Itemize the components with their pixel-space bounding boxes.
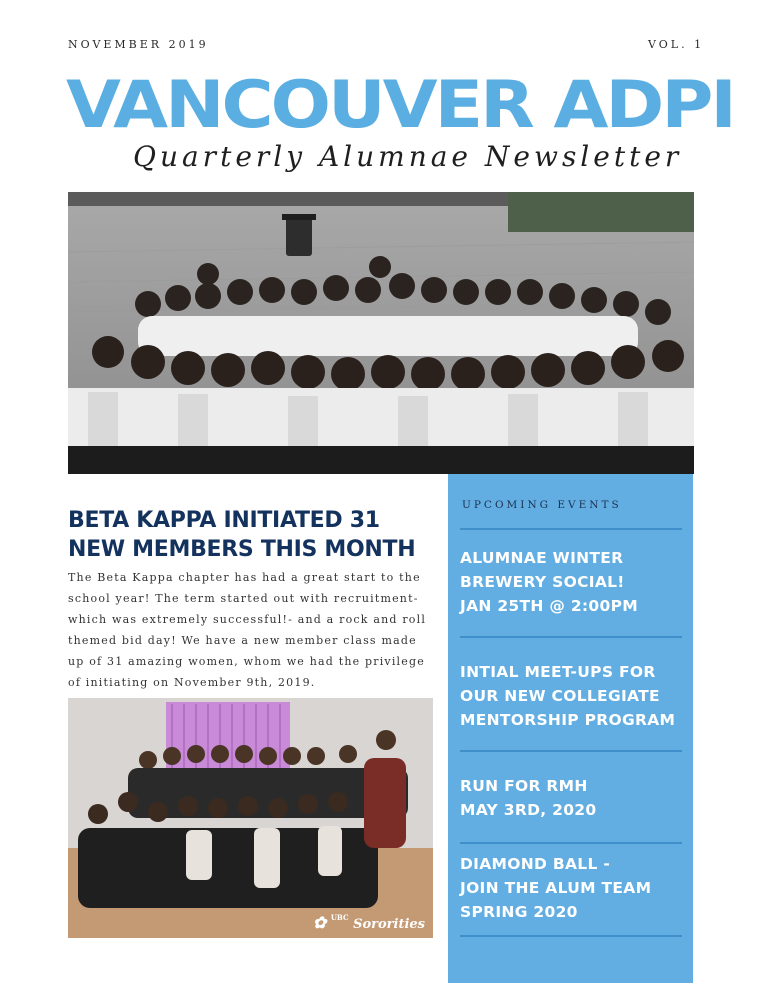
event-line: JOIN THE ALUM TEAM [460, 879, 652, 897]
divider [460, 842, 682, 844]
divider [460, 935, 682, 937]
events-title: UPCOMING EVENTS [462, 499, 622, 511]
volume-label: VOL. 1 [648, 38, 705, 51]
group-photo-indoor [68, 698, 433, 938]
watermark-text: Sororities [353, 917, 425, 932]
event-line: MENTORSHIP PROGRAM [460, 711, 676, 729]
event-line: SPRING 2020 [460, 903, 578, 921]
divider [460, 750, 682, 752]
event-line: ALUMNAE WINTER [460, 549, 624, 567]
event-item [460, 852, 690, 924]
newsletter-subtitle: Quarterly Alumnae Newsletter [133, 140, 683, 173]
group-photo-outdoor [68, 192, 694, 474]
divider [460, 528, 682, 530]
event-line: BREWERY SOCIAL! [460, 573, 625, 591]
issue-date: NOVEMBER 2019 [68, 38, 209, 51]
event-item [460, 546, 690, 618]
event-line: INTIAL MEET-UPS FOR [460, 663, 656, 681]
event-line: RUN FOR RMH [460, 777, 588, 795]
sororities-watermark [313, 913, 425, 932]
article-headline: BETA KAPPA INITIATED 31 NEW MEMBERS THIS MONTH [68, 508, 416, 562]
article-body: The Beta Kappa chapter has had a great start to the school year! The term started out with recruitment- which was extremely successful!- and a rock and roll themed bid day! We have a new member class made up of 31 amazing women, whom we had the privilege of initiating on November 9th, 2019. [68, 571, 427, 689]
event-line: MAY 3RD, 2020 [460, 801, 597, 819]
event-item [460, 660, 690, 732]
event-line: DIAMOND BALL - [460, 855, 611, 873]
event-line: OUR NEW COLLEGIATE [460, 687, 660, 705]
divider [460, 636, 682, 638]
newsletter-brand: VANCOUVER ADPI [66, 66, 734, 143]
event-item [460, 774, 690, 822]
event-line: JAN 25TH @ 2:00PM [460, 597, 638, 615]
flower-icon: ✿ [312, 913, 327, 932]
watermark-small: UBC [330, 913, 349, 922]
